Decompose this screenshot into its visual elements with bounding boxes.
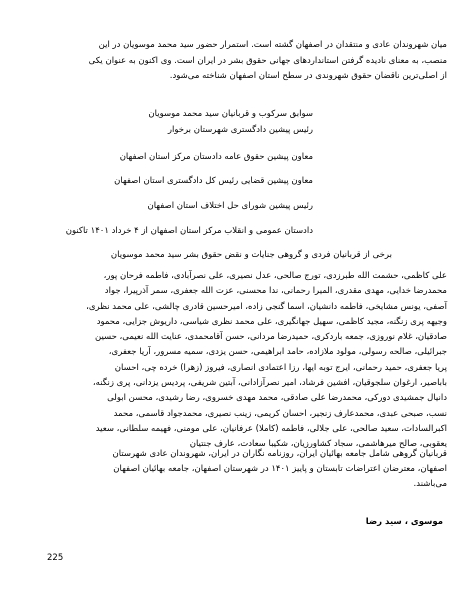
record-heading: سوابق سرکوب و قربانیان سید محمد موسویان: [148, 109, 313, 119]
groups-line: قربانیان گروهی شامل جامعه بهائیان ایران، روزنامه نگاران در ایران، شهروندان عادی شهرستان: [112, 449, 447, 459]
victims-heading: برخی از قربانیان فردی و گروهی جنایات و نقض حقوق بشر سید محمد موسویان: [110, 250, 392, 260]
victims-line: نسب، صبحی عبدی، محمدعارف زنجیر، احسان کریمی، زینب نصیری، محمدجواد قاسمی، محمد: [113, 408, 447, 419]
victims-paragraph: [18, 269, 447, 453]
intro-line: میان شهروندان عادی و منتقدان در اصفهان گشته است. استمرار حضور سید محمد موسویان در این: [98, 40, 447, 50]
intro-paragraph: [18, 38, 447, 85]
victims-line: محمدرضا خدایی، مهدی مقدری، المیرا رحمانی، ندا محسنی، عزت الله جعفری، سمر آذرپیرا، جواد: [104, 286, 447, 297]
victims-line: یعقوبی، صالح میرهاشمی، سجاد کشاورزیان، شکیبا سعادت، عارف جنتیان: [189, 439, 447, 450]
victims-line: آصفی، یونس مشایخی، فاطمه دانشیان، اسما گنجی زاده، امیرحسین قادری چالشی، علی محمد نظری،: [86, 301, 447, 312]
intro-line: منصب، به معنای نادیده گرفتن استانداردهای جهانی حقوق بشر در ایران است. وی اکنون به عنوان یکی: [88, 55, 447, 66]
intro-line: از اصلی‌ترین ناقضان حقوق شهروندی در سطح استان اصفهان شناخته می‌شود.: [169, 71, 447, 82]
victims-line: باباصیر، ارغوان سلجوقیان، افشین فرشاد، امیر نصرآزادانی، آبتین شریفی، پردیس یزدانی، پری زنگنه،: [92, 378, 447, 389]
victims-line: پریا جعفری، حمید رحمانی، ایرج توبه ایها، رزا اعتمادی انصاری، فیروز (زهرا) خرده چی، احسان: [114, 362, 447, 373]
victims-line: علی کاظمی، حشمت الله طبرزدی، تورج صالحی، عدل نصیری، علی نصرآبادی، فاطمه فرحان پور،: [103, 271, 447, 281]
victims-line: دانیال جمشیدی دورکی، محمدرضا علی صادقی، محمد مهدی خسروی، رضا رشیدی، محسن ابولی: [107, 393, 447, 404]
victims-line: جبرائیلی، صالحه رسولی، مولود ملازاده، حامد ابراهیمی، حسن یزدی، سمیه مسرور، آریا جعفری،: [108, 347, 447, 358]
victims-line: صادقیان، غلام نوروزی، جمعه باردکری، حمیدرضا مردانی، حسن آقامحمدی، عنایت الله نعیمی، حسین: [94, 332, 447, 343]
groups-line: می‌باشند.: [413, 479, 447, 490]
victims-line: وجیهه پری زنگنه، مجید کاظمی، سهیل جهانگیری، علی محمد نظری شیاسی، داریوش جزایی، محمود: [96, 316, 447, 327]
record-position: معاون پیشین حقوق عامه دادستان مرکز استان اصفهان: [119, 152, 313, 162]
record-position: دادستان عمومی و انقلاب مرکز استان اصفهان از ۴ خرداد ۱۴۰۱ تاکنون: [65, 226, 313, 236]
record-position: رئیس پیشین شورای حل اختلاف استان اصفهان: [147, 201, 313, 211]
record-position: معاون پیشین قضایی رئیس کل دادگستری استان اصفهان: [114, 176, 313, 186]
record-position: رئیس پیشین دادگستری شهرستان برخوار: [167, 125, 313, 135]
group-victims-paragraph: [18, 447, 447, 493]
groups-line: اصفهان، معترضان اعتراضات تابستان و پاییز ۱۴۰۱ در شهرستان اصفهان، جامعه بهائیان اصفهان: [113, 464, 447, 475]
author-name: موسوی ، سید رضا: [365, 517, 443, 527]
page-number: 225: [47, 553, 64, 563]
victims-line: اکبرالسادات، سعید صالحی، علی جلالی، فاطمه (کاملا) عرفانیان، علی مومنی، فهیمه سلطانی، سعید: [95, 423, 447, 434]
